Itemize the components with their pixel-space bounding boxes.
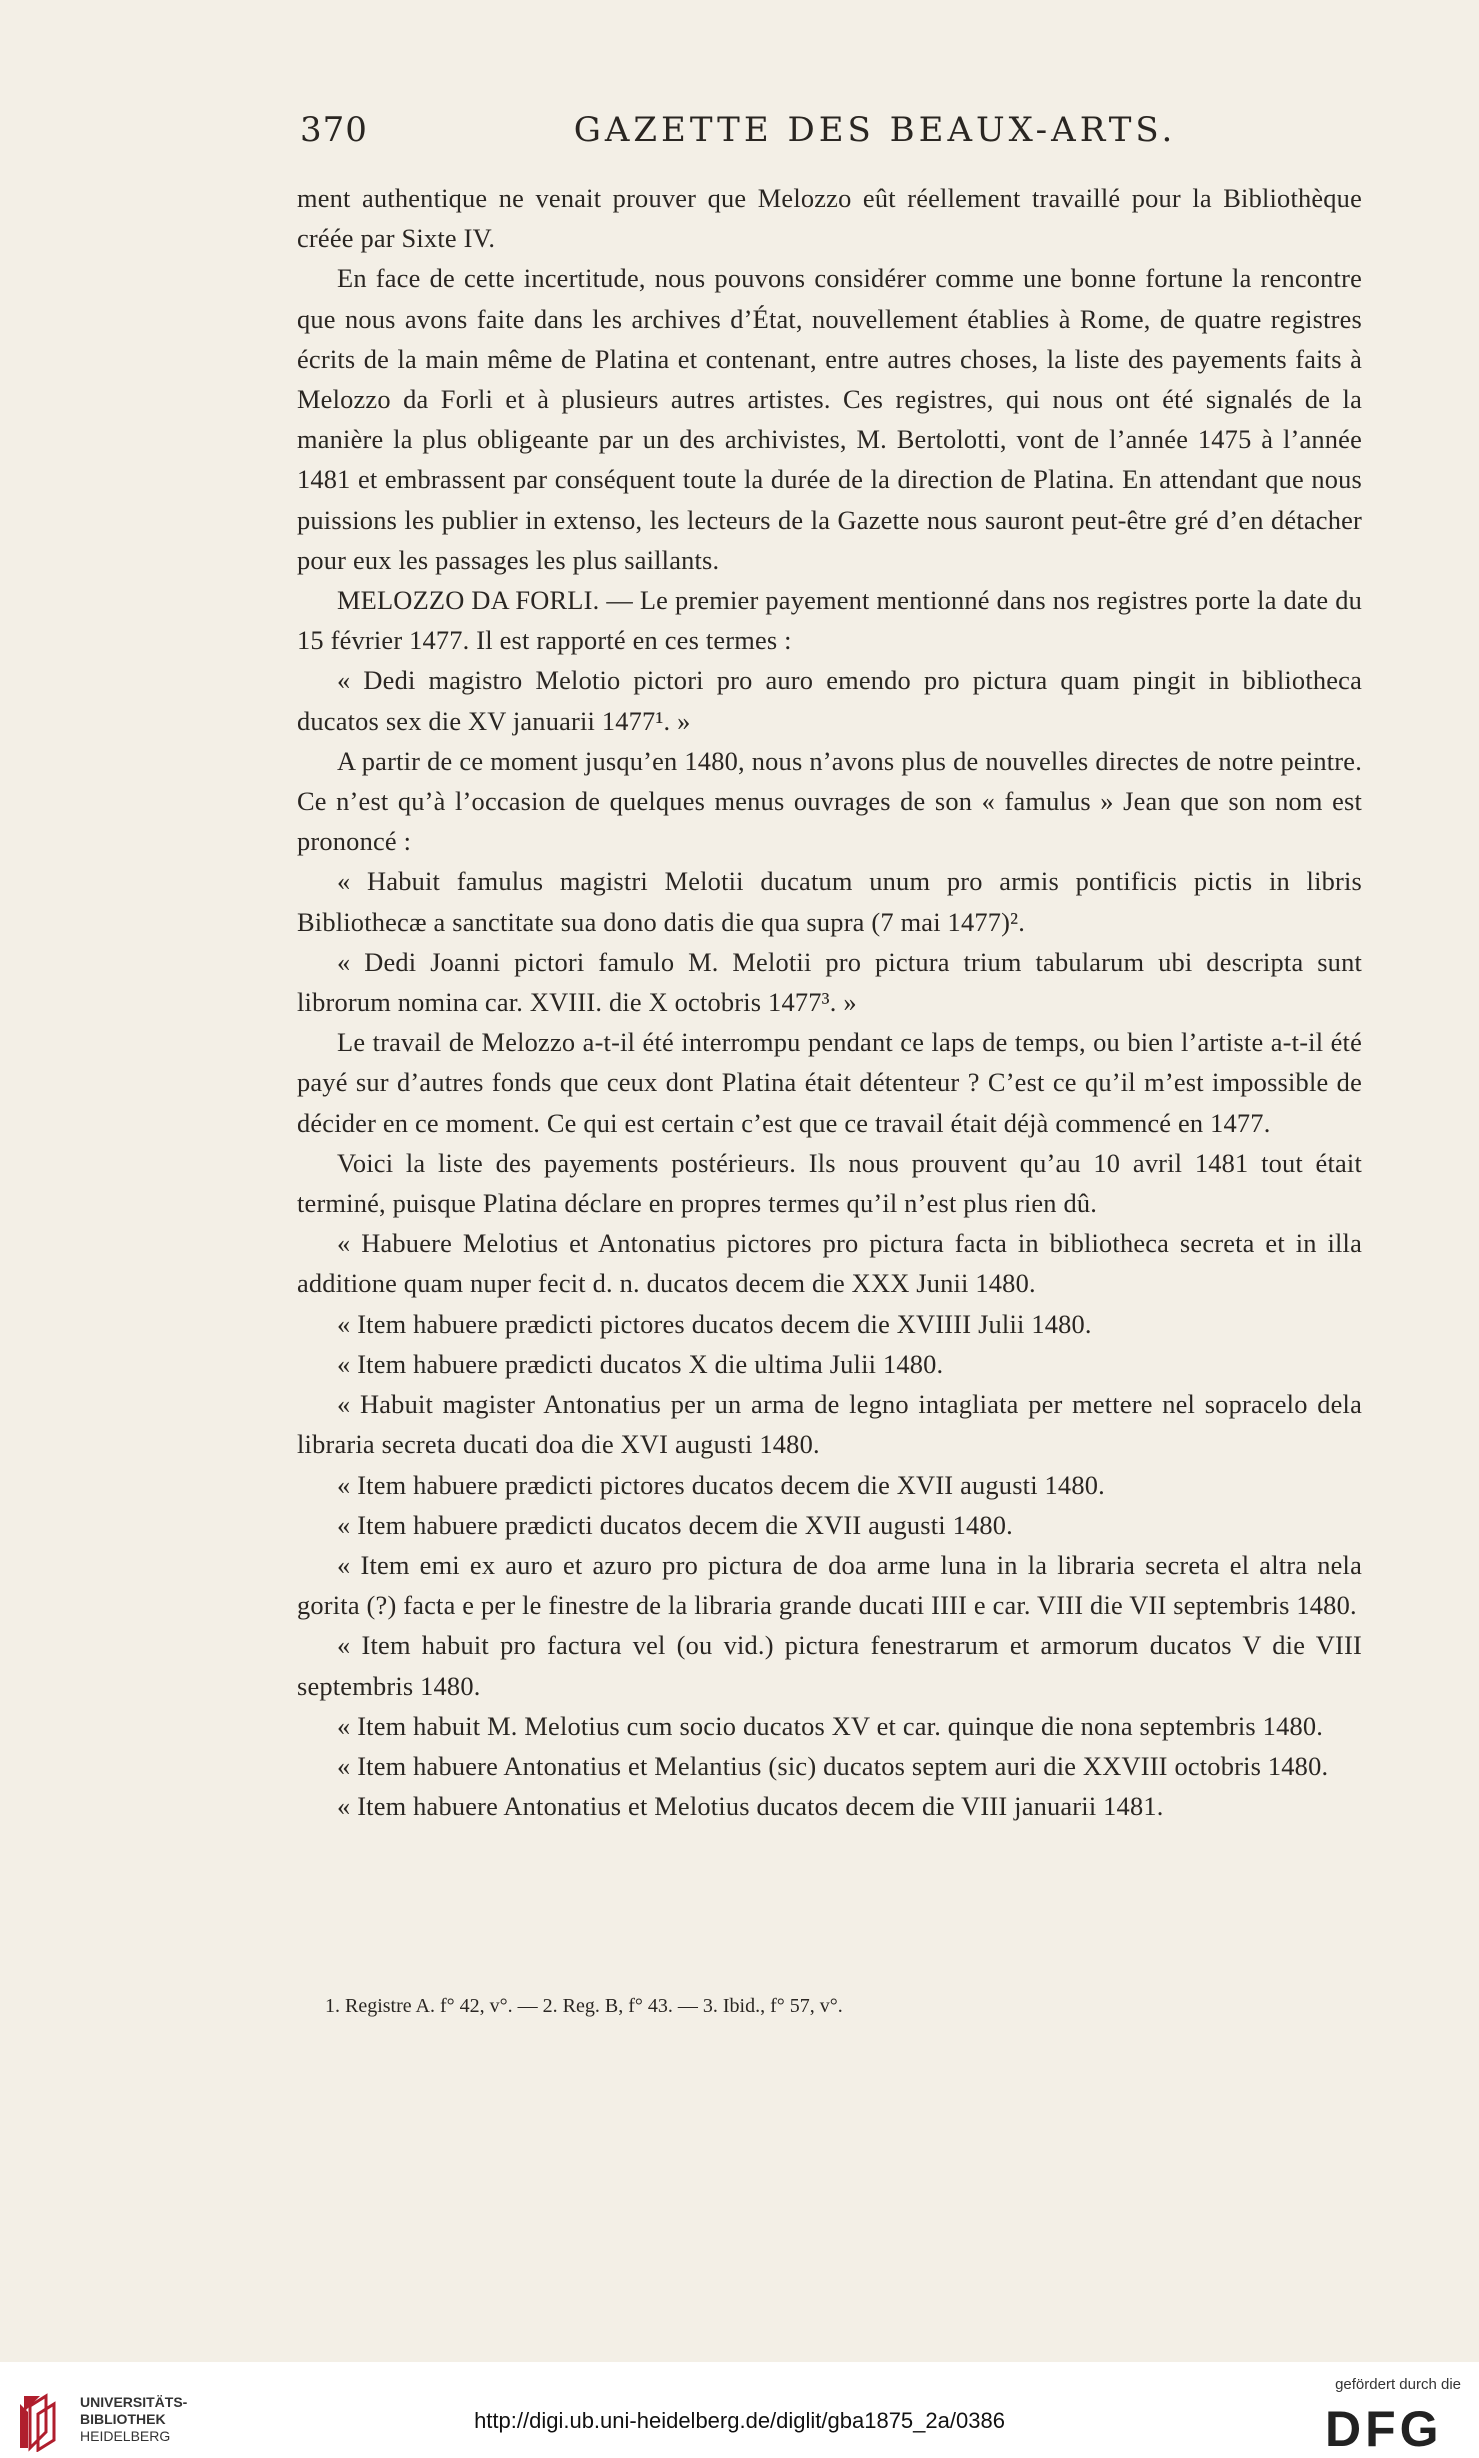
quotation: « Item habuere Antonatius et Melantius (sic) ducatos septem auri die XXVIII octobris 1480. xyxy=(337,1750,1329,1781)
paragraph: Voici la liste des payements postérieurs. Ils nous prouvent qu’au 10 avril 1481 tout était terminé, puisque Platina déclare en propres termes qu’il n’est plus rien dû. xyxy=(297,1147,1362,1219)
quotation: « Item habuere prædicti pictores ducatos decem die XVII augusti 1480. xyxy=(337,1469,1105,1500)
library-name-line: HEIDELBERG xyxy=(80,2428,171,2444)
journal-title: GAZETTE DES BEAUX-ARTS. xyxy=(573,110,1177,150)
paragraph: MELOZZO DA FORLI. — Le premier payement mentionné dans nos registres porte la date du 15 février 1477. Il est rapporté en ces termes : xyxy=(297,585,1362,656)
quotation: « Item habuere prædicti ducatos decem die XVII augusti 1480. xyxy=(337,1509,1013,1540)
digitization-footer xyxy=(0,2362,1479,2458)
paragraph: A partir de ce moment jusqu’en 1480, nous n’avons plus de nouvelles directes de notre peintre. Ce n’est qu’à l’occasion de quelques menus ouvrages de son « famulus » Jean que son nom est prononcé : xyxy=(297,745,1362,857)
dfg-logo-icon xyxy=(1323,2402,1463,2452)
library-name-line: BIBLIOTHEK xyxy=(80,2411,166,2427)
quotation: « Item habuere Antonatius et Melotius ducatos decem die VIII januarii 1481. xyxy=(337,1791,1164,1822)
footnotes: 1. Registre A. f° 42, v°. — 2. Reg. B, f° 43. — 3. Ibid., f° 57, v°. xyxy=(325,1995,843,2017)
quotation: « Habuere Melotius et Antonatius pictores pro pictura facta in bibliotheca secreta et in illa additione quam nuper fecit d. n. ducatos decem die XXX Junii 1480. xyxy=(297,1228,1362,1299)
quotation: « Item habuit M. Melotius cum socio ducatos XV et car. quinque die nona septembris 1480. xyxy=(337,1710,1324,1741)
quotation: « Item habuit pro factura vel (ou vid.) pictura fenestrarum et armorum ducatos V die VIII septembris 1480. xyxy=(297,1630,1362,1701)
quotation: « Dedi magistro Melotio pictori pro auro emendo pro pictura quam pingit in bibliotheca ducatos sex die XV januarii 1477¹. » xyxy=(297,665,1362,736)
permalink-url[interactable]: http://digi.ub.uni-heidelberg.de/diglit/gba1875_2a/0386 xyxy=(474,2408,1005,2433)
quotation: « Item habuere prædicti ducatos X die ultima Julii 1480. xyxy=(337,1348,944,1379)
article-body xyxy=(297,178,1362,1826)
library-name-line: UNIVERSITÄTS- xyxy=(80,2394,188,2410)
paragraph: En face de cette incertitude, nous pouvons considérer comme une bonne fortune la rencontre que nous avons faite dans les archives d’État, nouvellement établies à Rome, de quatre registres écrits de la main même de Platina et contenant, entre autres choses, la liste des payements faits à Melozzo da Forli et à plusieurs autres artistes. Ces registres, qui nous ont été signalés de la manière la plus obligeante par un des archivistes, M. Bertolotti, vont de l’année 1475 à l’année 1481 et embrassent par conséquent toute la durée de la direction de Platina. En attendant que nous puissions les publier in extenso, les lecteurs de la Gazette nous sauront peut-être gré d’en détacher pour eux les passages les plus saillants. xyxy=(297,263,1362,575)
paragraph: ment authentique ne venait prouver que Melozzo eût réellement travaillé pour la Bibliothèque créée par Sixte IV. xyxy=(297,183,1362,254)
paragraph: Le travail de Melozzo a-t-il été interrompu pendant ce laps de temps, ou bien l’artiste a-t-il été payé sur d’autres fonds que ceux dont Platina était détenteur ? C’est ce qu’il m’est impossible de décider en ce moment. Ce qui est certain c’est que ce travail était déjà commencé en 1477. xyxy=(297,1027,1362,1138)
funded-by-label: gefördert durch die xyxy=(1335,2376,1461,2393)
quotation: « Item emi ex auro et azuro pro pictura de doa arme luna in la libraria secreta el altra nela gorita (?) facta e per le finestre de la libraria grande ducati IIII e car. VIII die VII septembris 1480. xyxy=(297,1549,1362,1621)
quotation: « Habuit famulus magistri Melotii ducatum unum pro armis pontificis pictis in libris Bibliothecæ a sanctitate sua dono datis die qua supra (7 mai 1477)². xyxy=(297,866,1362,937)
dfg-logo-text: DFG xyxy=(1325,2402,1443,2452)
page-number: 370 xyxy=(300,110,368,150)
quotation: « Habuit magister Antonatius per un arma de legno intagliata per mettere nel sopracelo dela libraria secreta ducati doa die XVI augusti 1480. xyxy=(297,1389,1362,1460)
quotation: « Dedi Joanni pictori famulo M. Melotii pro pictura trium tabularum ubi descripta sunt librorum nomina car. XVIII. die X octobris 1477³. » xyxy=(297,946,1362,1018)
quotation: « Item habuere prædicti pictores ducatos decem die XVIIII Julii 1480. xyxy=(337,1308,1092,1339)
running-head xyxy=(300,110,1370,160)
